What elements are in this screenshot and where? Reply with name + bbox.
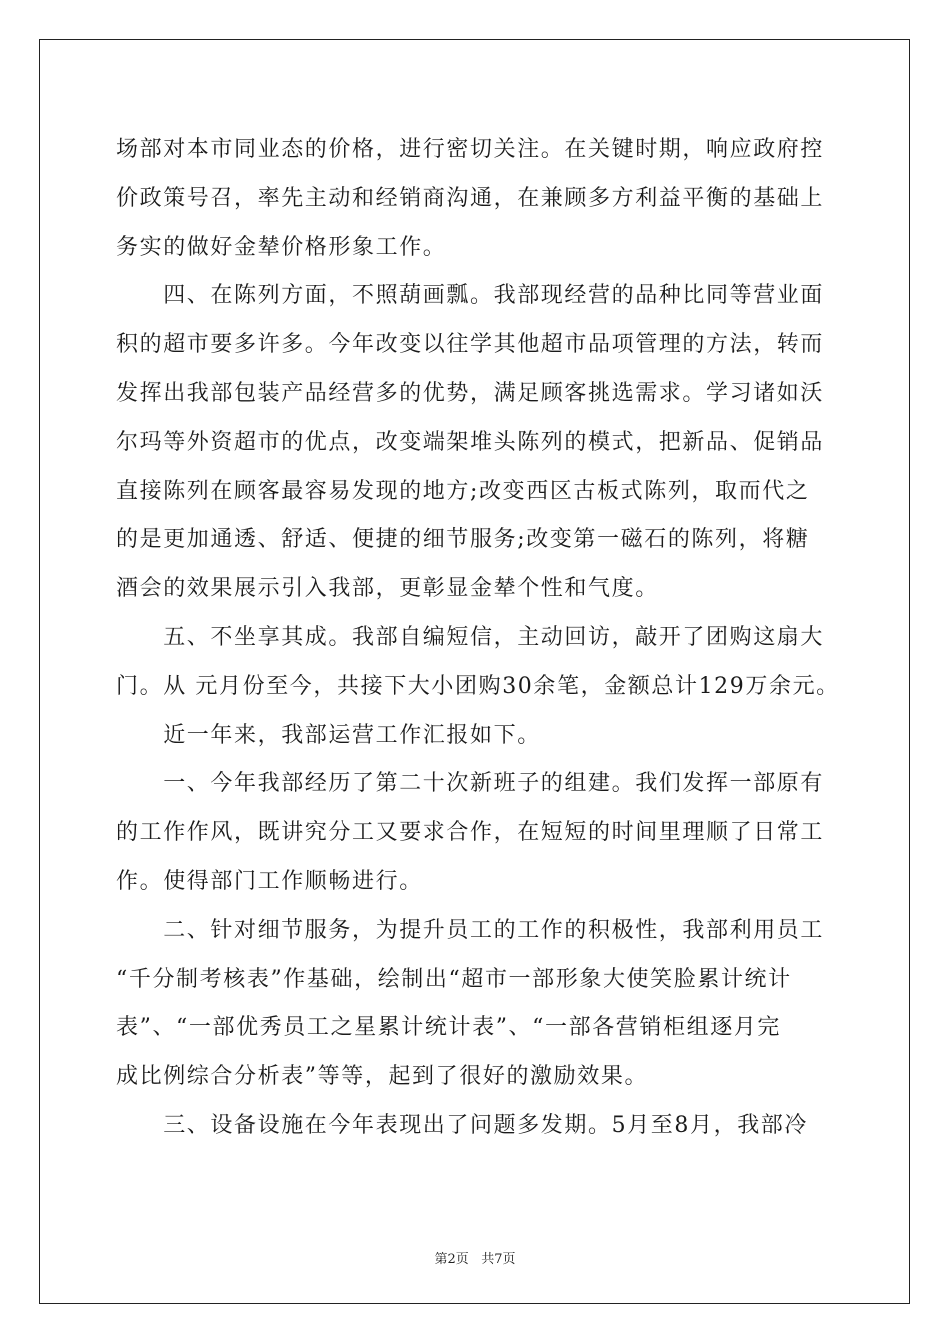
text-line: 三、设备设施在今年表现出了问题多发期。5月至8月，我部冷: [116, 1112, 808, 1138]
text-line: 的是更加通透、舒适、便捷的细节服务;改变第一磁石的陈列，将糖: [116, 527, 810, 553]
text-line: 场部对本市同业态的价格，进行密切关注。在关键时期，响应政府控: [116, 137, 825, 162]
text-line: 尔玛等外资超市的优点，改变端架堆头陈列的模式，把新品、促销品: [116, 429, 825, 455]
text-line: 价政策号召，率先主动和经销商沟通，在兼顾多方利益平衡的基础上: [116, 185, 825, 211]
page-footer: [0, 1248, 950, 1267]
text-line: 门。从 元月份至今，共接下大小团购30余笔，金额总计129万余元。: [116, 673, 840, 699]
text-line: 成比例综合分析表”等等，起到了很好的激励效果。: [116, 1064, 649, 1090]
text-line: 四、在陈列方面，不照葫画瓢。我部现经营的品种比同等营业面: [116, 283, 825, 309]
text-line: 发挥出我部包装产品经营多的优势，满足顾客挑选需求。学习诸如沃: [116, 380, 825, 406]
text-line: 酒会的效果展示引入我部，更彰显金辇个性和气度。: [116, 576, 659, 602]
text-line: 的工作作风，既讲究分工又要求合作，在短短的时间里理顺了日常工: [116, 820, 825, 846]
text-line: 务实的做好金辇价格形象工作。: [116, 234, 447, 260]
text-line: “千分制考核表”作基础，绘制出“超市一部形象大使笑脸累计统计: [116, 966, 792, 992]
text-line: 二、针对细节服务，为提升员工的工作的积极性，我部利用员工: [116, 917, 825, 943]
text-line: 直接陈列在顾客最容易发现的地方;改变西区古板式陈列，取而代之: [116, 478, 810, 504]
page-number: 第2页: [434, 1252, 469, 1267]
document-body: [116, 126, 840, 1151]
text-line: 五、不坐享其成。我部自编短信，主动回访，敲开了团购这扇大: [116, 624, 825, 650]
page-total: 共7页: [481, 1252, 516, 1267]
text-line: 作。使得部门工作顺畅进行。: [116, 868, 423, 894]
text-line: 近一年来，我部运营工作汇报如下。: [116, 722, 541, 748]
text-line: 表”、“一部优秀员工之星累计统计表”、“一部各营销柜组逐月完: [116, 1015, 781, 1041]
text-line: 积的超市要多许多。今年改变以往学其他超市品项管理的方法，转而: [116, 332, 825, 358]
text-line: 一、今年我部经历了第二十次新班子的组建。我们发挥一部原有: [116, 771, 825, 797]
